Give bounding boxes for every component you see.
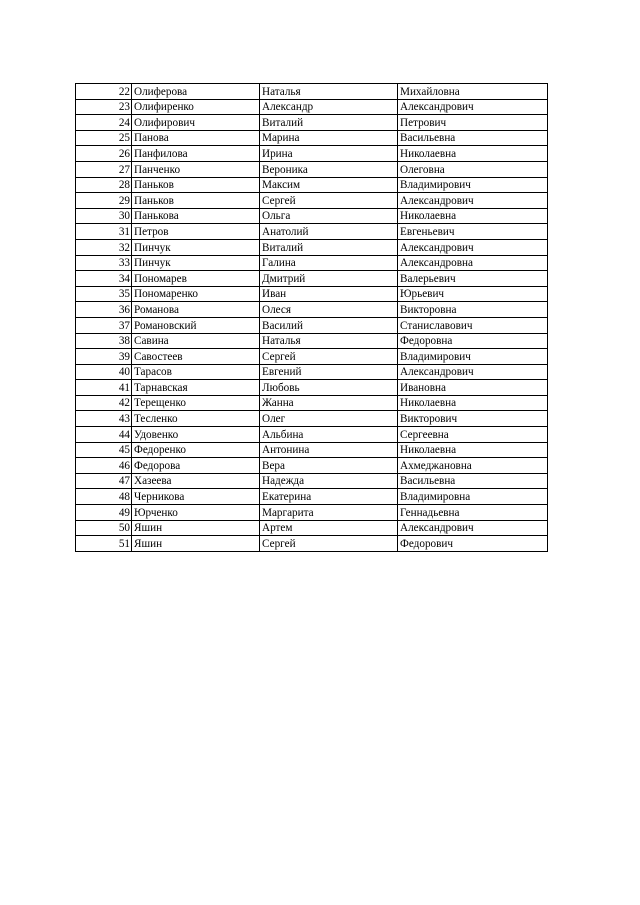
row-number-cell: 28 [76,177,132,193]
patronymic-cell: Геннадьевна [398,505,548,521]
first-name-cell: Екатерина [260,489,398,505]
patronymic-cell: Михайловна [398,84,548,100]
first-name-cell: Марина [260,130,398,146]
surname-cell: Петров [132,224,260,240]
first-name-cell: Галина [260,255,398,271]
table-row [76,193,548,209]
first-name-cell: Сергей [260,536,398,552]
surname-cell: Яшин [132,536,260,552]
table-row [76,442,548,458]
first-name-cell: Сергей [260,349,398,365]
first-name-cell: Альбина [260,427,398,443]
surname-cell: Пинчук [132,239,260,255]
row-number-cell: 36 [76,302,132,318]
table-row [76,224,548,240]
table-row [76,208,548,224]
table-row [76,505,548,521]
surname-cell: Олиферова [132,84,260,100]
table-row [76,349,548,365]
row-number-cell: 31 [76,224,132,240]
patronymic-cell: Николаевна [398,442,548,458]
table-row [76,130,548,146]
patronymic-cell: Александрович [398,239,548,255]
surname-cell: Панькова [132,208,260,224]
patronymic-cell: Владимирович [398,177,548,193]
table-row [76,536,548,552]
row-number-cell: 46 [76,458,132,474]
surname-cell: Яшин [132,520,260,536]
table-row [76,255,548,271]
patronymic-cell: Васильевна [398,473,548,489]
surname-cell: Олифирович [132,115,260,131]
table-row [76,161,548,177]
first-name-cell: Наталья [260,84,398,100]
surname-cell: Панова [132,130,260,146]
first-name-cell: Ирина [260,146,398,162]
patronymic-cell: Федорович [398,536,548,552]
surname-cell: Терещенко [132,395,260,411]
table-row [76,333,548,349]
patronymic-cell: Олеговна [398,161,548,177]
row-number-cell: 43 [76,411,132,427]
table-row [76,177,548,193]
table-row [76,146,548,162]
surname-cell: Федоренко [132,442,260,458]
surname-cell: Пономарев [132,271,260,287]
surname-cell: Пинчук [132,255,260,271]
row-number-cell: 29 [76,193,132,209]
first-name-cell: Наталья [260,333,398,349]
table-row [76,520,548,536]
table-row [76,489,548,505]
patronymic-cell: Александрович [398,364,548,380]
row-number-cell: 27 [76,161,132,177]
patronymic-cell: Васильевна [398,130,548,146]
surname-cell: Савостеев [132,349,260,365]
name-list-body [76,84,548,552]
patronymic-cell: Ахмеджановна [398,458,548,474]
table-row [76,239,548,255]
first-name-cell: Евгений [260,364,398,380]
row-number-cell: 23 [76,99,132,115]
patronymic-cell: Валерьевич [398,271,548,287]
first-name-cell: Анатолий [260,224,398,240]
patronymic-cell: Федоровна [398,333,548,349]
row-number-cell: 37 [76,317,132,333]
surname-cell: Федорова [132,458,260,474]
surname-cell: Паньков [132,193,260,209]
table-row [76,380,548,396]
first-name-cell: Вероника [260,161,398,177]
first-name-cell: Иван [260,286,398,302]
patronymic-cell: Николаевна [398,395,548,411]
first-name-cell: Ольга [260,208,398,224]
row-number-cell: 48 [76,489,132,505]
surname-cell: Удовенко [132,427,260,443]
first-name-cell: Дмитрий [260,271,398,287]
patronymic-cell: Николаевна [398,208,548,224]
row-number-cell: 44 [76,427,132,443]
surname-cell: Тарнавская [132,380,260,396]
row-number-cell: 33 [76,255,132,271]
first-name-cell: Вера [260,458,398,474]
row-number-cell: 42 [76,395,132,411]
first-name-cell: Виталий [260,239,398,255]
row-number-cell: 49 [76,505,132,521]
first-name-cell: Максим [260,177,398,193]
surname-cell: Олифиренко [132,99,260,115]
row-number-cell: 45 [76,442,132,458]
surname-cell: Панченко [132,161,260,177]
table-row [76,286,548,302]
row-number-cell: 41 [76,380,132,396]
row-number-cell: 26 [76,146,132,162]
first-name-cell: Олег [260,411,398,427]
patronymic-cell: Николаевна [398,146,548,162]
first-name-cell: Маргарита [260,505,398,521]
patronymic-cell: Евгеньевич [398,224,548,240]
surname-cell: Юрченко [132,505,260,521]
patronymic-cell: Александрович [398,99,548,115]
first-name-cell: Олеся [260,302,398,318]
surname-cell: Тесленко [132,411,260,427]
first-name-cell: Сергей [260,193,398,209]
patronymic-cell: Владимировна [398,489,548,505]
table-row [76,317,548,333]
surname-cell: Савина [132,333,260,349]
first-name-cell: Василий [260,317,398,333]
patronymic-cell: Александрович [398,193,548,209]
table-row [76,427,548,443]
surname-cell: Черникова [132,489,260,505]
table-row [76,364,548,380]
row-number-cell: 32 [76,239,132,255]
row-number-cell: 39 [76,349,132,365]
table-row [76,395,548,411]
table-row [76,473,548,489]
table-row [76,302,548,318]
first-name-cell: Антонина [260,442,398,458]
row-number-cell: 47 [76,473,132,489]
name-list-table [75,83,548,552]
patronymic-cell: Викторович [398,411,548,427]
surname-cell: Паньков [132,177,260,193]
surname-cell: Тарасов [132,364,260,380]
table-row [76,99,548,115]
table-row [76,458,548,474]
table-row [76,115,548,131]
row-number-cell: 38 [76,333,132,349]
first-name-cell: Любовь [260,380,398,396]
row-number-cell: 22 [76,84,132,100]
patronymic-cell: Александрович [398,520,548,536]
first-name-cell: Александр [260,99,398,115]
patronymic-cell: Ивановна [398,380,548,396]
row-number-cell: 30 [76,208,132,224]
surname-cell: Романова [132,302,260,318]
row-number-cell: 40 [76,364,132,380]
first-name-cell: Жанна [260,395,398,411]
patronymic-cell: Юрьевич [398,286,548,302]
table-row [76,271,548,287]
row-number-cell: 25 [76,130,132,146]
surname-cell: Хазеева [132,473,260,489]
row-number-cell: 50 [76,520,132,536]
surname-cell: Панфилова [132,146,260,162]
first-name-cell: Артем [260,520,398,536]
patronymic-cell: Александровна [398,255,548,271]
patronymic-cell: Викторовна [398,302,548,318]
patronymic-cell: Петрович [398,115,548,131]
surname-cell: Романовский [132,317,260,333]
table-row [76,411,548,427]
first-name-cell: Надежда [260,473,398,489]
patronymic-cell: Сергеевна [398,427,548,443]
row-number-cell: 24 [76,115,132,131]
row-number-cell: 34 [76,271,132,287]
surname-cell: Пономаренко [132,286,260,302]
first-name-cell: Виталий [260,115,398,131]
patronymic-cell: Владимирович [398,349,548,365]
row-number-cell: 51 [76,536,132,552]
row-number-cell: 35 [76,286,132,302]
table-row [76,84,548,100]
patronymic-cell: Станиславович [398,317,548,333]
